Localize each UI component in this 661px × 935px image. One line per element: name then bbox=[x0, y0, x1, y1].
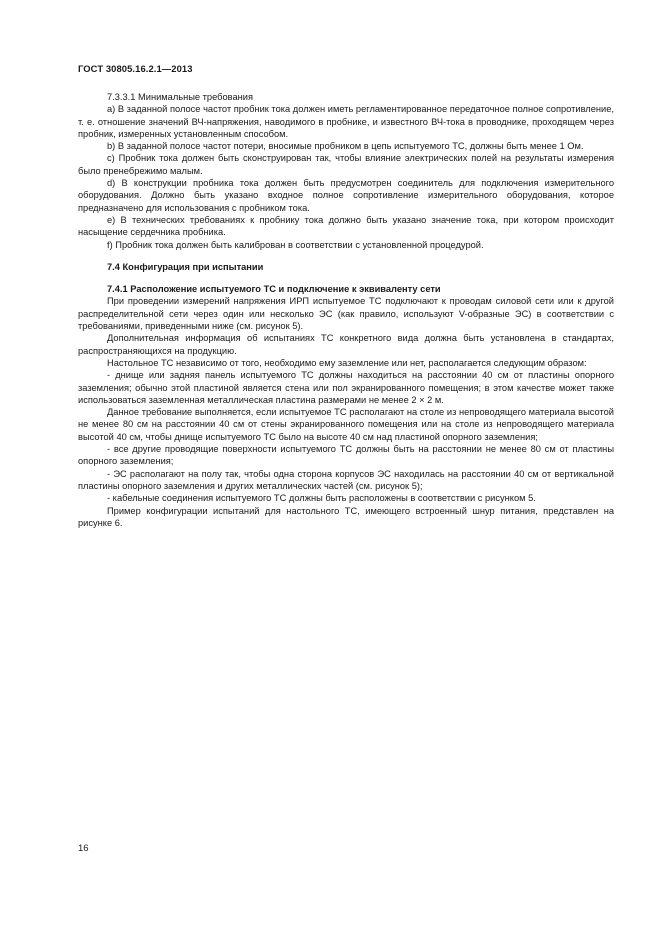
section-7-4-title: 7.4 Конфигурация при испытании bbox=[107, 261, 264, 272]
requirement-d: d) В конструкции пробника тока должен быть предусмотрен соединитель для подключения измерительного оборудования. Должно быть указано входное полное сопротивление измерительного оборудования, которое предназначено для использования с пробником тока. bbox=[78, 178, 614, 213]
requirement-f: f) Пробник тока должен быть калиброван в соответствии с установленной процедурой. bbox=[107, 239, 484, 250]
paragraph-1: При проведении измерений напряжения ИРП испытуемое ТС подключают к проводам силовой сети или к другой распределительной сети через один или несколько ЭС (как правило, используют V-образные ЭС) в соответствии с требованиями, приведенными ниже (см. рисунок 5). bbox=[78, 296, 614, 332]
paragraph-7: - ЭС располагают на полу так, чтобы одна сторона корпусов ЭС находилась на расстоянии 40 см от вертикальной пластины опорного заземления и других металлических частей (см. рисунок 5); bbox=[78, 468, 614, 491]
paragraph-4: - днище или задняя панель испытуемого ТС должны находиться на расстоянии 40 см от пластины опорного заземления; обычно этой пластиной является стена или пол экранированного помещения; в этом качестве может также использоваться заземленная металлическая пластина размерами не менее 2 × 2 м. bbox=[78, 370, 614, 405]
section-7-3-3-1-title: 7.3.3.1 Минимальные требования bbox=[107, 92, 254, 102]
paragraph-3: Настольное ТС независимо от того, необходимо ему заземление или нет, располагается следующим образом: bbox=[107, 357, 587, 368]
requirement-a: a) В заданной полосе частот пробник тока должен иметь регламентированное передаточное полное сопротивление, т. е. отношение значений ВЧ-напряжения, наводимого в пробнике, и известного ВЧ-тока в проводнике, проходящем через пробник, измеренных установленным способом. bbox=[78, 104, 614, 139]
spacer bbox=[78, 273, 614, 283]
document-body bbox=[78, 91, 614, 529]
paragraph-8: - кабельные соединения испытуемого ТС должны быть расположены в соответствии с рисунком 5. bbox=[107, 493, 536, 504]
requirement-b: b) В заданной полосе частот потери, вносимые пробником в цепь испытуемого ТС, должны быть менее 1 Ом. bbox=[107, 141, 584, 152]
section-7-4-1-title: 7.4.1 Расположение испытуемого ТС и подключение к эквиваленту сети bbox=[107, 284, 441, 295]
requirement-c: c) Пробник тока должен быть сконструирован так, чтобы влияние электрических полей на результаты измерения было пренебрежимо малым. bbox=[78, 153, 614, 176]
spacer bbox=[78, 251, 614, 261]
paragraph-5: Данное требование выполняется, если испытуемое ТС располагают на столе из непроводящего материала высотой не менее 80 см на расстоянии 40 см от стены экранированного помещения или на столе из непроводящего материала высотой 40 см, чтобы днище испытуемого ТС было на высоте 40 см над пластиной опорного заземления; bbox=[78, 407, 614, 442]
requirement-e: e) В технических требованиях к пробнику тока должно быть указано значение тока, при котором происходит насыщение сердечника пробника. bbox=[78, 214, 614, 238]
document-header: ГОСТ 30805.16.2.1—2013 bbox=[78, 63, 193, 74]
paragraph-9: Пример конфигурации испытаний для настольного ТС, имеющего встроенный шнур питания, представлен на рисунке 6. bbox=[78, 505, 614, 528]
paragraph-2: Дополнительная информация об испытаниях ТС конкретного вида должна быть установлена в стандартах, распространяющихся на продукцию. bbox=[78, 333, 614, 356]
paragraph-6: - все другие проводящие поверхности испытуемого ТС должны быть на расстоянии не менее 80 см от пластины опорного заземления; bbox=[78, 444, 614, 467]
page-number: 16 bbox=[78, 843, 89, 854]
